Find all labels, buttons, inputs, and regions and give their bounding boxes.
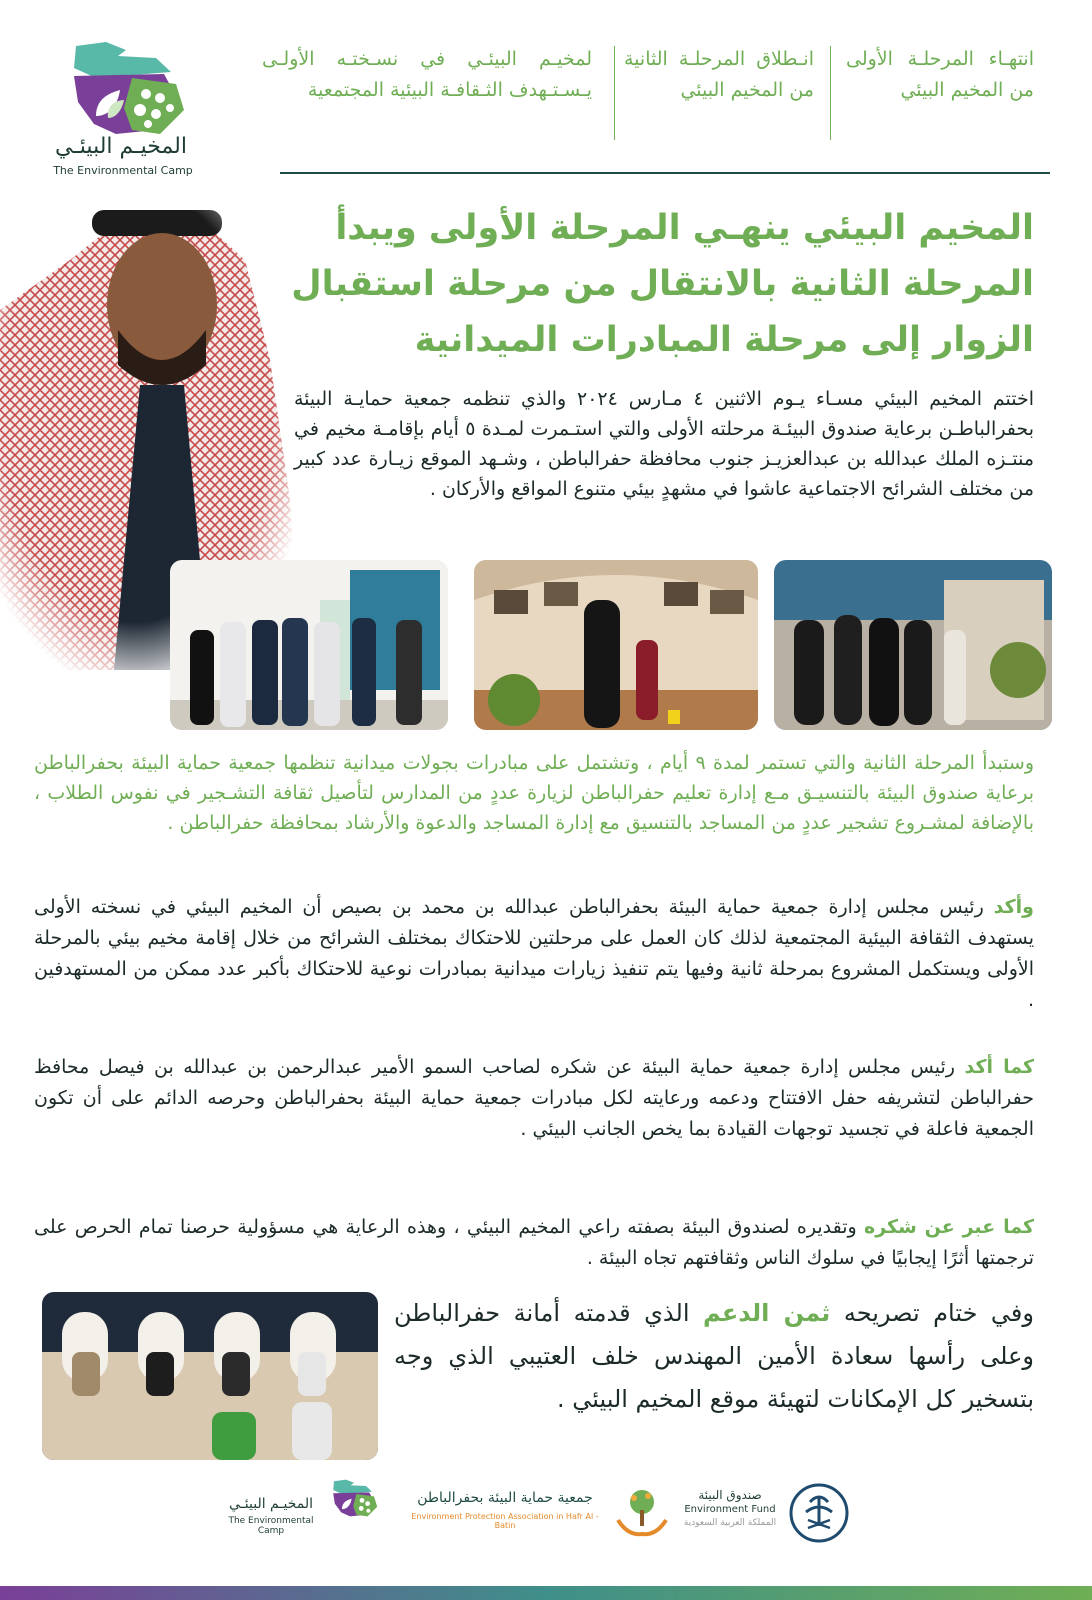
- photo-officials-tour: [170, 560, 448, 730]
- header-column-2: انـطلاق المرحلـة الثانية من المخيم البيئي: [624, 48, 814, 101]
- association-name-en: Environment Protection Association in Hafr Al - Batin: [411, 1512, 599, 1530]
- photo-exhibition-tunnel: [474, 560, 758, 730]
- paragraph-text: الذي قدمته أمانة حفرالباطن وعلى رأسها سعادة الأمين المهندس خلف العتيبي الذي وجه بتسخير كل الإمكانات لتهيئة موقع المخيم البيئي .: [394, 1299, 1034, 1413]
- paragraph-intro: اختتم المخيم البيئي مسـاء يـوم الاثنين ٤ مـارس ٢٠٢٤ والذي تنظمه جمعية حمايـة البيئة بحفرالباطـن برعاية صندوق البيئـة مرحلته الأولى والتي استـمرت لمـدة ٥ أيام بإقامـة مخيم في منتـزه الملك عبدالله بن عبدالعزيـز جنوب محافظة حفرالباطن ، وشـهد الموقع زيـارة عدد كبير من مختلف الشرائح الاجتماعية عاشوا في مشهدٍ بيئي متنوع المواقع والأركان .: [294, 388, 1034, 500]
- paragraph-lead: وأكد: [993, 896, 1034, 918]
- camp-name-en: The Environmental Camp: [228, 1516, 314, 1536]
- paragraph-phase-two: وستبدأ المرحلة الثانية والتي تستمر لمدة ٩ أيام ، وتشتمل على مبادرات بجولات ميدانية تنظمها جمعية حماية البيئة بحفرالباطن برعاية صندوق البيئة بالتنسيـق مـع إدارة تعليم حفرالباطن لزيارة عددٍ من المدارس لتأصيل ثقافة التشـجير في نفوس الطلاب ، بالإضافة لمشـروع تشجير عددٍ من المساجد بالتنسيق مع إدارة المساجد والدعوة والأرشاد بمحافظة حفرالباطن .: [34, 752, 1035, 834]
- paragraph-lead: كما عبر عن شكره: [863, 1216, 1034, 1238]
- header-rule: [280, 172, 1050, 174]
- fund-name-ar: صندوق البيئة: [698, 1488, 762, 1502]
- environment-fund-emblem-icon: [788, 1482, 850, 1544]
- header-divider: [614, 46, 615, 140]
- fund-name-en: Environment Fund: [684, 1504, 776, 1515]
- paragraph-thanks-governor: [34, 1052, 1034, 1145]
- paragraph-text: رئيس مجلس إدارة جمعية حماية البيئة عن شكره لصاحب السمو الأمير عبدالرحمن بن عبدالله بن فيصل محافظ حفرالباطن لتشريفه حفل الافتتاح ودعمه ورعايته لكل مبادرات جمعية حماية البيئة بحفرالباطن وحرصه الدائم على أن تكون الجمعية فاعلة في تجسيد توجهات القيادة بما يخص الجانب البيئي .: [34, 1056, 1034, 1140]
- photo-visitors-group: [774, 560, 1052, 730]
- paragraph-text: رئيس مجلس إدارة جمعية حماية البيئة بحفرالباطن عبدالله بن محمد بن بصيص أن المخيم البيئي في نسخته الأولى يستهدف الثقافة البيئية المجتمعية لذلك كان العمل على مرحلتين للاحتكاك بمختلف الشرائح من خلال إقامة مخيم بيئي بالمرحلة الأولى ويستكمل المشروع بمرحلة ثانية وفيها يتم تنفيذ زيارات ميدانية بمبادرات نوعية للاحتكاك بأكبر عدد ممكن من المستهدفين .: [34, 896, 1034, 1011]
- header-divider: [830, 46, 831, 140]
- logo-title-en: The Environmental Camp: [53, 164, 193, 177]
- logo-title-ar: المخيـم البيئـي: [55, 134, 187, 159]
- association-hands-tree-icon: [612, 1484, 672, 1544]
- camp-name-ar: المخيـم البيئـي: [229, 1496, 313, 1512]
- paragraph-lead: كما أكد: [964, 1056, 1034, 1078]
- paragraph-lead: ثمن الدعم: [703, 1299, 831, 1327]
- paragraph-text: وتقديره لصندوق البيئة بصفته راعي المخيم البيئي ، وهذه الرعاية هي مسؤولية حرصنا تمام الحرص على ترجمتها أثرًا إيجابيًا في سلوك الناس وثقافتهم تجاه البيئة .: [34, 1216, 1034, 1269]
- association-name-ar: جمعية حماية البيئة بحفرالباطن: [417, 1490, 593, 1506]
- photo-panel-session: [42, 1292, 378, 1460]
- environmental-camp-small-logo: [318, 1476, 390, 1540]
- paragraph-text: وفي ختام تصريحه: [830, 1299, 1034, 1327]
- paragraph-thanks-fund: [34, 1212, 1034, 1274]
- paragraph-closing: [394, 1292, 1034, 1421]
- header-column-3: لمخيـم البيئـي في نسـختـه الأولـى يـسـتـهدف الثـقافـة البيئية المجتمعية: [262, 48, 592, 101]
- fund-country: المملكة العربية السعودية: [683, 1518, 777, 1528]
- footer-gradient-bar: [0, 1586, 1092, 1600]
- headline: المخيم البيئي ينهـي المرحلة الأولى ويبدأ المرحلة الثانية بالانتقال من مرحلة استقبال الزوار إلى مرحلة المبادرات الميدانية: [291, 208, 1034, 360]
- header-column-1: انتهـاء المرحلـة الأولى من المخيم البيئي: [846, 48, 1034, 101]
- paragraph-chairman: [34, 892, 1034, 1016]
